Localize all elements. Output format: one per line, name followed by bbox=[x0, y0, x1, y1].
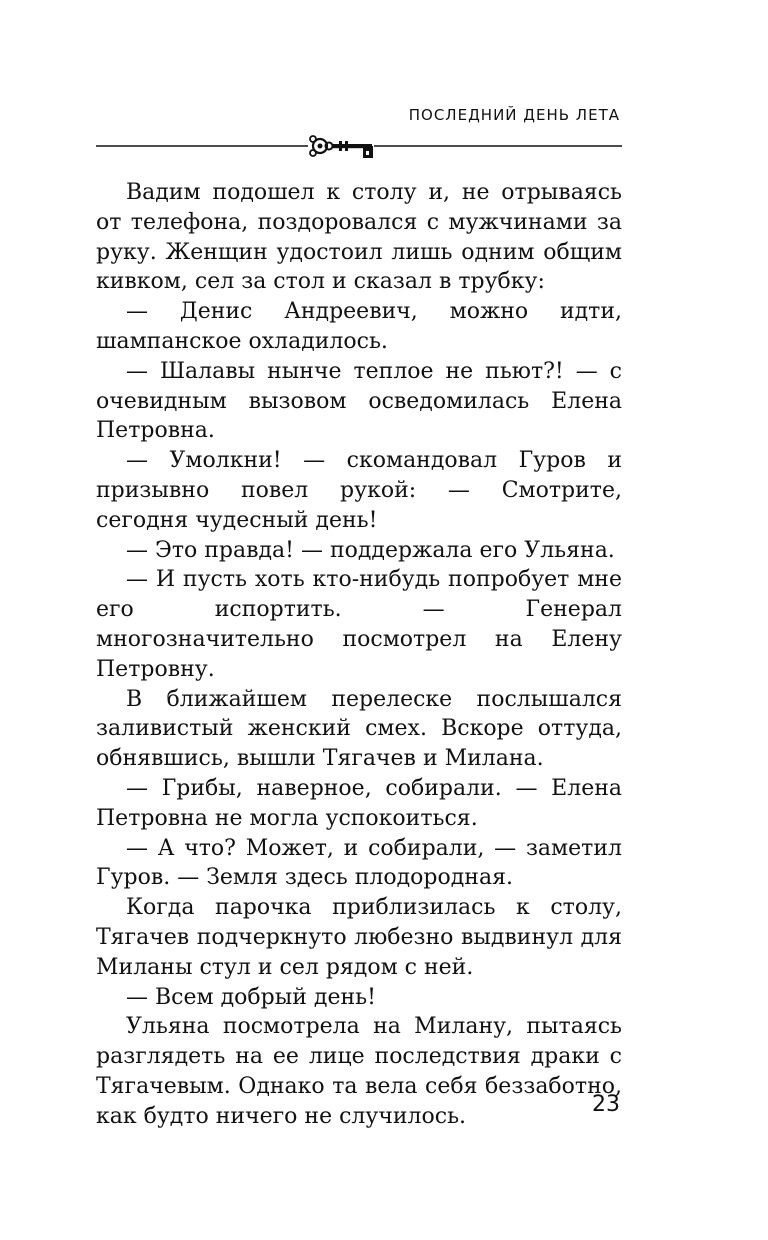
body-text bbox=[96, 178, 622, 1132]
paragraph: — Это правда! — поддержала его Ульяна. bbox=[126, 537, 615, 563]
paragraph: — И пусть хоть кто-нибудь попробует мне его испортить. — Генерал многозначительно посмотрел на Елену Петровну. bbox=[96, 567, 622, 682]
paragraph: Когда парочка приблизилась к столу, Тягачев подчеркнуто любезно выдвинул для Миланы стул и сел рядом с ней. bbox=[96, 895, 622, 980]
paragraph: — А что? Может, и собирали, — заметил Гуров. — Земля здесь плодородная. bbox=[96, 835, 622, 891]
paragraph: Вадим подошел к столу и, не отрываясь от телефона, поздоровался с мужчинами за руку. Женщин удостоил лишь одним общим кивком, сел за стол и сказал в трубку: bbox=[96, 180, 622, 295]
key-icon bbox=[310, 136, 373, 158]
page-number: 23 bbox=[592, 1092, 620, 1117]
running-head: ПОСЛЕДНИЙ ДЕНЬ ЛЕТА bbox=[408, 106, 620, 124]
paragraph: — Денис Андреевич, можно идти, шампанское охладилось. bbox=[96, 299, 622, 354]
paragraph: — Грибы, наверное, собирали. — Елена Петровна не могла успокоиться. bbox=[96, 775, 622, 831]
paragraph: — Шалавы нынче теплое не пьют?! — с очевидным вызовом осведомилась Елена Петровна. bbox=[96, 358, 622, 444]
paragraph: Ульяна посмотрела на Милану, пытаясь разглядеть на ее лице последствия драки с Тягачевым. Однако та вела себя беззаботно, как будто ничего не случилось. bbox=[96, 1014, 622, 1129]
header-ornament bbox=[96, 132, 622, 162]
paragraph: — Умолкни! — скомандовал Гуров и призывно повел рукой: — Смотрите, сегодня чудесный день! bbox=[96, 448, 622, 533]
paragraph: — Всем добрый день! bbox=[126, 984, 376, 1010]
paragraph: В ближайшем перелеске послышался заливистый женский смех. Вскоре оттуда, обнявшись, вышли Тягачев и Милана. bbox=[96, 686, 622, 772]
